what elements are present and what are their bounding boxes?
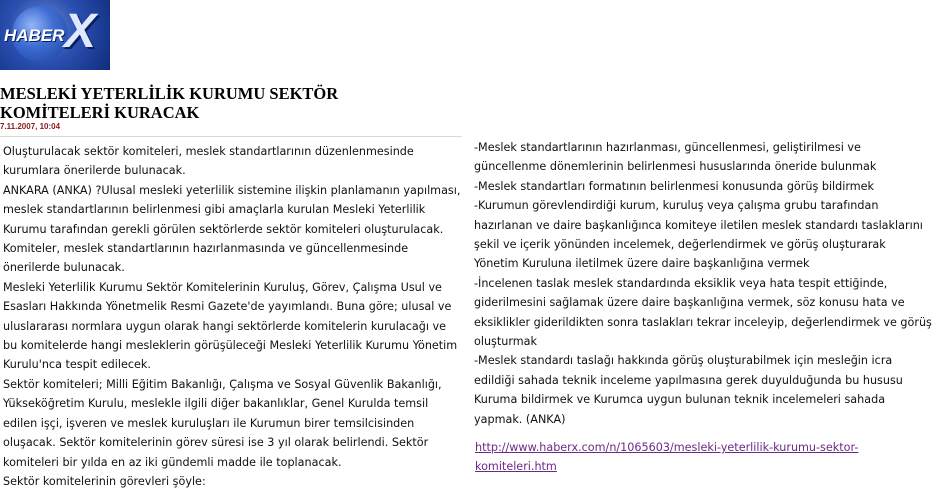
paragraph: Sektör komiteleri; Milli Eğitim Bakanlığı, Çalışma ve Sosyal Güvenlik Bakanlığı, Yükseköğretim Kurulu, meslekle ilgili diğer bakanlıklar, Genel Kurulda temsil edilen işçi, işveren ve meslek kuruluşları ile Kurumun birer temsilcisinden oluşacak. Sektör komitelerinin görev süresi ise 3 yıl olarak belirlendi. Sektör komiteleri bir yılda en az iki gündemli madde ile toplanacak. [3, 377, 442, 469]
article-title: MESLEKİ YETERLİLİK KURUMU SEKTÖR KOMİTELERİ KURACAK [0, 84, 339, 122]
paragraph: ANKARA (ANKA) ?Ulusal mesleki yeterlilik sistemine ilişkin planlamanın yapılması, meslek standartlarının belirlenmesi gibi amaçlarla kurulan Mesleki Yeterlilik Kurumu tarafından gerekli görülen sektörlerde sektör komiteleri oluşturulacak. Komiteler, meslek standartlarının hazırlanmasında ve güncellenmesinde önerilerde bulunacak. [3, 183, 461, 275]
paragraph: Sektör komitelerinin görevleri şöyle: [3, 474, 206, 488]
source-link[interactable]: http://www.haberx.com/n/1065603/mesleki-yeterlilik-kurumu-sektor-komiteleri.htm [475, 441, 859, 473]
paragraph: Oluşturulacak sektör komiteleri, meslek standartlarının düzenlenmesinde kurumlara önerilerde bulunacak. [3, 145, 414, 178]
paragraph: -Meslek standartlarının hazırlanması, güncellenmesi, geliştirilmesi ve güncellenme dönemlerinin belirlenmesi hususlarında öneride bulunmak [474, 141, 877, 174]
paragraph: Mesleki Yeterlilik Kurumu Sektör Komitelerinin Kuruluş, Görev, Çalışma Usul ve Esasları Hakkında Yönetmelik Resmi Gazete'de yayımlandı. Buna göre; ulusal ve uluslararası normlara uygun olarak hangi sektörlerde komitelerin kurulacağı ve bu komitelerde hangi mesleklerin görüşüleceği Mesleki Yeterlilik Kurumu Yönetim Kurulu'nca tespit edilecek. [3, 280, 458, 372]
article-date: 7.11.2007, 10:04 [0, 122, 61, 131]
article-body-left [3, 142, 461, 491]
logo-x-mark: X [64, 5, 97, 58]
article-body-right [474, 138, 932, 429]
haberx-logo[interactable] [0, 0, 110, 70]
logo-wordmark: HABER [4, 26, 65, 45]
paragraph: -Kurumun görevlendirdiği kurum, kuruluş veya çalışma grubu tarafından hazırlanan ve daire başkanlığınca komiteye iletilen meslek standardı taslaklarını şekil ve içerik yönünden incelemek, değerlendirmek ve görüş oluşturarak Yönetim Kuruluna iletilmek üzere daire başkanlığına vermek [474, 199, 923, 271]
divider [0, 136, 462, 137]
paragraph: -Meslek standardı taslağı hakkında görüş oluşturabilmek için mesleğin icra edildiği sahada teknik inceleme yapılmasına gerek duyulduğunda bu hususu Kuruma bildirmek ve Kurumca uygun bulunan teknik incelemeleri sahada yapmak. (ANKA) [474, 354, 903, 426]
paragraph: -İncelenen taslak meslek standardında eksiklik veya hata tespit ettiğinde, giderilmesini sağlamak üzere daire başkanlığına vermek, söz konusu hata ve eksiklikler giderildikten sonra taslakları tekrar inceleyip, değerlendirmek ve görüş oluşturmak [474, 276, 932, 349]
paragraph: -Meslek standartları formatının belirlenmesi konusunda görüş bildirmek [474, 179, 875, 193]
